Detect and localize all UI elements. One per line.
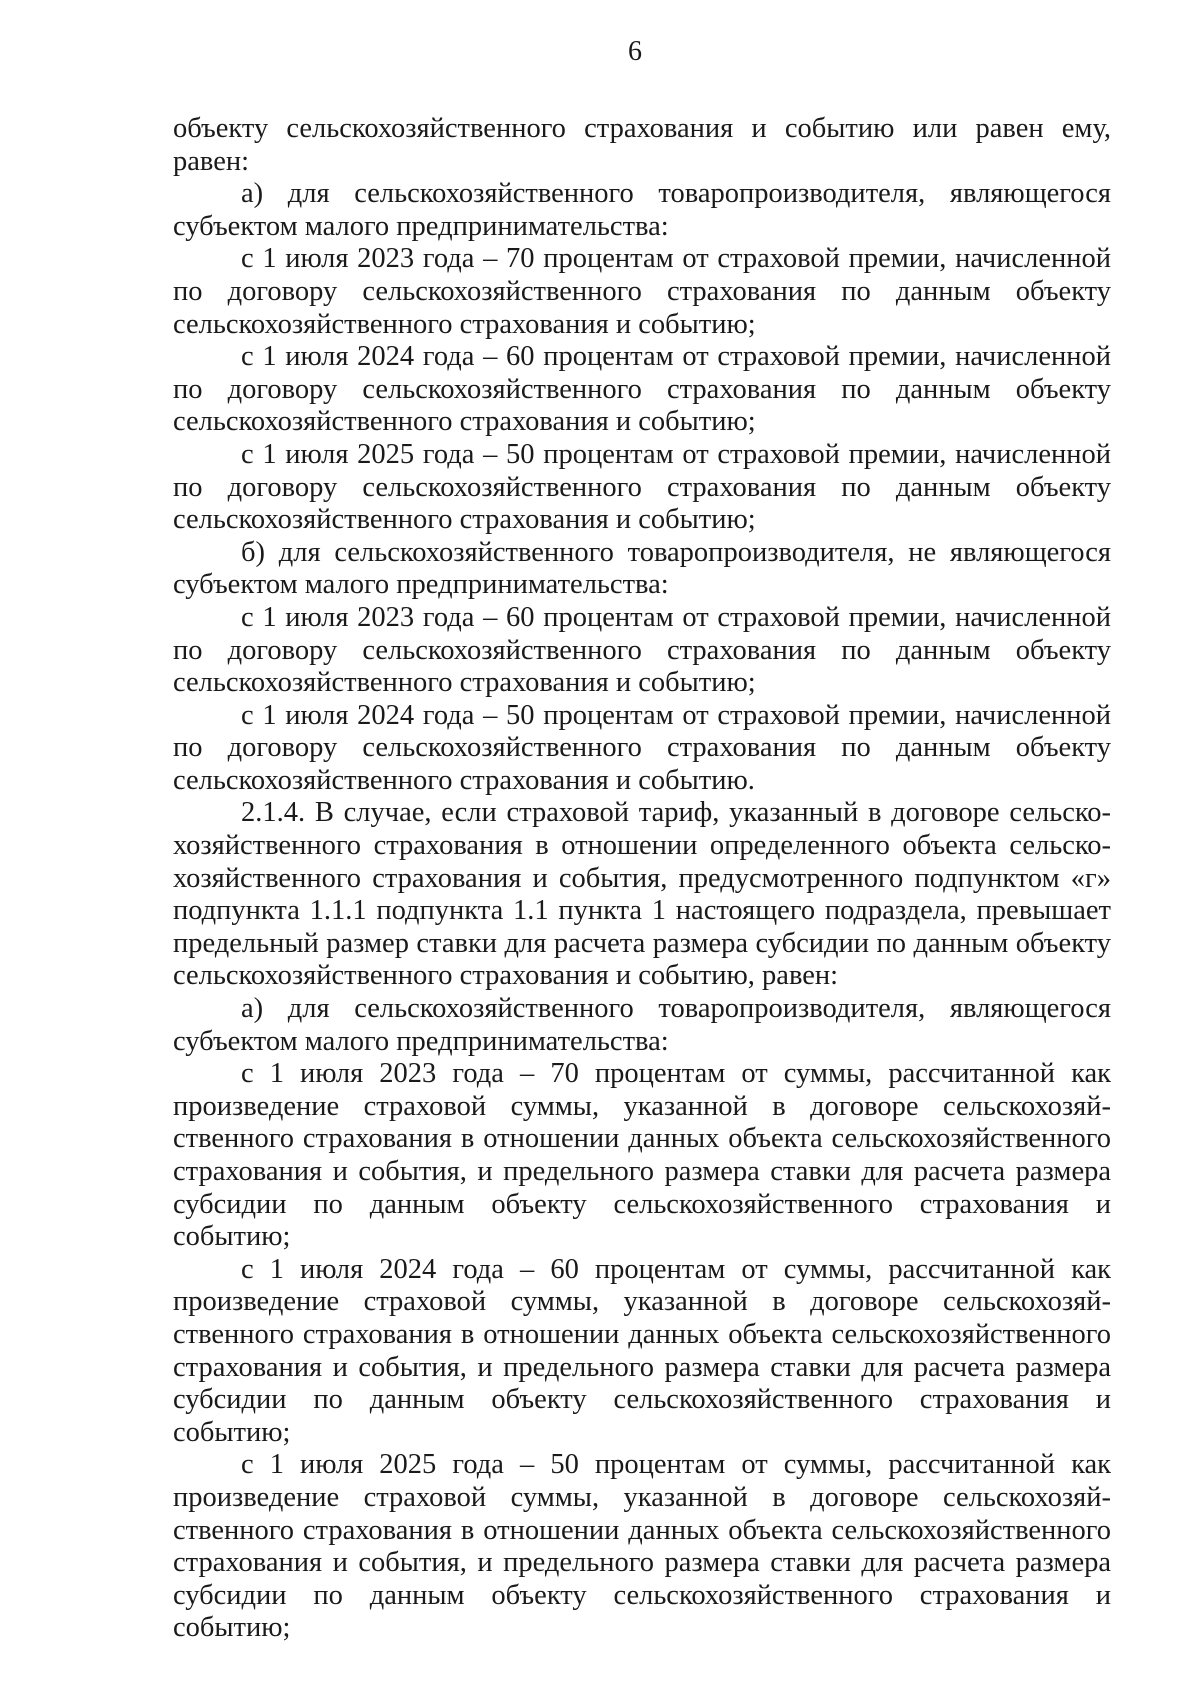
paragraph-from-july-2024: с 1 июля 2024 года – 50 процентам от страховой премии, начисленной по договору сельскохозяйственного страхования по данным объекту сельскохозяйственного страхования и событию. <box>173 699 1111 796</box>
paragraph-from-july-2024: с 1 июля 2024 года – 60 процентам от страховой премии, начисленной по договору сельскохозяйственного страхования по данным объекту сельскохозяйственного страхования и событию; <box>173 341 1111 438</box>
paragraph-clause-2-1-4: 2.1.4. В случае, если страховой тариф, указанный в договоре сельско-хозяйственного страхования в отношении определенного объекта сельско-хозяйственного страхования и события, предусмотренного подпунктом «г» подпункта 1.1.1 подпункта 1.1 пункта 1 настоящего подраздела, превышает предельный размер ставки для расчета размера субсидии по данным объекту сельскохозяйственного страхования и событию, равен: <box>173 797 1111 992</box>
paragraph-continuation: объекту сельскохозяйственного страхования и событию или равен ему, равен: <box>173 113 1111 177</box>
page-number: 6 <box>628 36 642 67</box>
paragraph-from-july-2023: с 1 июля 2023 года – 60 процентам от страховой премии, начисленной по договору сельскохозяйственного страхования по данным объекту сельскохозяйственного страхования и событию; <box>173 601 1111 699</box>
paragraph-from-july-2023: с 1 июля 2023 года – 70 процентам от страховой премии, начисленной по договору сельскохозяйственного страхования по данным объекту сельскохозяйственного страхования и событию; <box>173 243 1111 340</box>
paragraph-subitem-a: а) для сельскохозяйственного товаропроизводителя, являющегося субъектом малого предпринимательства: <box>173 993 1111 1057</box>
paragraph-from-july-2025: с 1 июля 2025 года – 50 процентам от суммы, рассчитанной как произведение страховой суммы, указанной в договоре сельскохозяй-ственного страхования в отношении данных объекта сельскохозяйственного страхования и события, и предельного размера ставки для расчета размера субсидии по данным объекту сельскохозяйственного страхования и событию; <box>173 1449 1111 1644</box>
paragraph-from-july-2023: с 1 июля 2023 года – 70 процентам от суммы, рассчитанной как произведение страховой суммы, указанной в договоре сельскохозяй-ственного страхования в отношении данных объекта сельскохозяйственного страхования и события, и предельного размера ставки для расчета размера субсидии по данным объекту сельскохозяйственного страхования и событию; <box>173 1058 1111 1253</box>
paragraph-from-july-2025: с 1 июля 2025 года – 50 процентам от страховой премии, начисленной по договору сельскохозяйственного страхования по данным объекту сельскохозяйственного страхования и событию; <box>173 438 1111 536</box>
paragraph-from-july-2024: с 1 июля 2024 года – 60 процентам от суммы, рассчитанной как произведение страховой суммы, указанной в договоре сельскохозяй-ственного страхования в отношении данных объекта сельскохозяйственного страхования и события, и предельного размера ставки для расчета размера субсидии по данным объекту сельскохозяйственного страхования и событию; <box>173 1253 1111 1448</box>
paragraph-subitem-b: б) для сельскохозяйственного товаропроизводителя, не являющегося субъектом малого предпринимательства: <box>173 536 1111 601</box>
document-body <box>173 113 1111 1645</box>
paragraph-subitem-a: а) для сельскохозяйственного товаропроизводителя, являющегося субъектом малого предпринимательства: <box>173 178 1111 242</box>
